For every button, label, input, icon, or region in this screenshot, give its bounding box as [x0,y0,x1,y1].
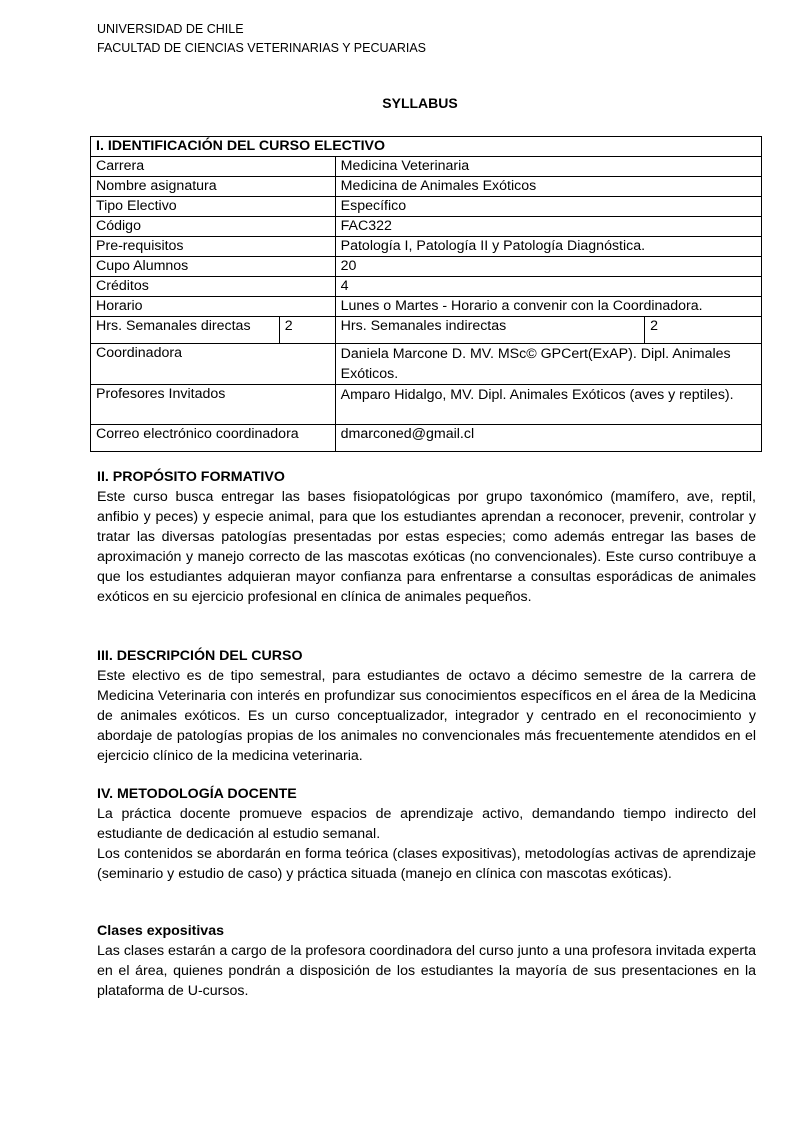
section-heading: II. PROPÓSITO FORMATIVO [97,469,285,485]
table-row [91,277,762,297]
hours-row [91,317,762,344]
faculty-name: FACULTAD DE CIENCIAS VETERINARIAS Y PECUARIAS [97,41,427,55]
row-value: FAC322 [335,217,761,237]
section-description [97,646,756,766]
table-row [91,237,762,257]
section-heading: III. DESCRIPCIÓN DEL CURSO [97,648,303,664]
table-row [91,425,762,452]
row-value: Específico [335,197,761,217]
row-label: Nombre asignatura [91,177,336,197]
section-paragraph: Las clases estarán a cargo de la profesora coordinadora del curso junto a una profesora invitada experta en el área, quienes pondrán a disposición de los estudiantes la mayoría de sus presentaciones en la plataforma de U-cursos. [97,943,756,999]
row-value: Medicina Veterinaria [335,157,761,177]
row-value: Daniela Marcone D. MV. MSc© GPCert(ExAP). Dipl. Animales Exóticos. [335,344,761,385]
row-label: Horario [91,297,336,317]
row-label: Coordinadora [91,344,336,385]
table-row [91,217,762,237]
university-name: UNIVERSIDAD DE CHILE [97,22,244,36]
table-row [91,297,762,317]
row-value: Patología I, Patología II y Patología Diagnóstica. [335,237,761,257]
section-heading: Clases expositivas [97,923,224,939]
section-purpose [97,467,756,607]
row-label: Código [91,217,336,237]
document-title: SYLLABUS [382,95,458,111]
row-label: Tipo Electivo [91,197,336,217]
row-label: Profesores Invitados [91,385,336,425]
section-paragraph: Este curso busca entregar las bases fisiopatológicas por grupo taxonómico (mamífero, ave, reptil, anfibio y peces) y especie animal, para que los estudiantes aprendan a reconocer, prevenir, controlar y tratar las diversas patologías presentadas por estas especies; como además entregar las bases de aproximación y manejo correcto de las mascotas exóticas (no convencionales). Este curso contribuye a que los estudiantes adquieran mayor confianza para enfrentarse a consultas esporádicas de animales exóticos en su ejercicio profesional en clínica de animales pequeños. [97,489,756,605]
indirect-hours-label: Hrs. Semanales indirectas [335,317,645,344]
table-row [91,157,762,177]
row-value: Medicina de Animales Exóticos [335,177,761,197]
table-row [91,197,762,217]
row-label: Correo electrónico coordinadora [91,425,336,452]
section-heading: IV. METODOLOGÍA DOCENTE [97,786,297,802]
section-paragraph: La práctica docente promueve espacios de aprendizaje activo, demandando tiempo indirecto del estudiante de dedicación al estudio semanal. [97,806,756,842]
row-value: Lunes o Martes - Horario a convenir con la Coordinadora. [335,297,761,317]
indirect-hours-value: 2 [645,317,762,344]
table-row [91,177,762,197]
direct-hours-label: Hrs. Semanales directas [91,317,280,344]
row-value: 4 [335,277,761,297]
row-value: Amparo Hidalgo, MV. Dipl. Animales Exóticos (aves y reptiles). [335,385,761,425]
row-label: Créditos [91,277,336,297]
row-label: Pre-requisitos [91,237,336,257]
table-row [91,385,762,425]
section-paragraph: Los contenidos se abordarán en forma teórica (clases expositivas), metodologías activas de aprendizaje (seminario y estudio de caso) y práctica situada (manejo en clínica con mascotas exóticas). [97,846,756,882]
row-value: 20 [335,257,761,277]
row-value: dmarconed@gmail.cl [335,425,761,452]
section-paragraph: Este electivo es de tipo semestral, para estudiantes de octavo a décimo semestre de la carrera de Medicina Veterinaria con interés en profundizar sus conocimientos específicos en el área de la Medicina de animales exóticos. Es un curso conceptualizador, integrador y centrado en el reconocimiento y abordaje de patologías propias de los animales no convencionales más frecuentemente atendidos en el ejercicio clínico de la medicina veterinaria. [97,668,756,764]
table-heading: I. IDENTIFICACIÓN DEL CURSO ELECTIVO [91,137,762,157]
course-identification-table [90,136,762,452]
table-row [91,257,762,277]
row-label: Carrera [91,157,336,177]
table-row [91,344,762,385]
direct-hours-value: 2 [279,317,335,344]
institution-header [97,20,426,58]
section-methodology [97,784,756,884]
section-lectures [97,921,756,1001]
row-label: Cupo Alumnos [91,257,336,277]
